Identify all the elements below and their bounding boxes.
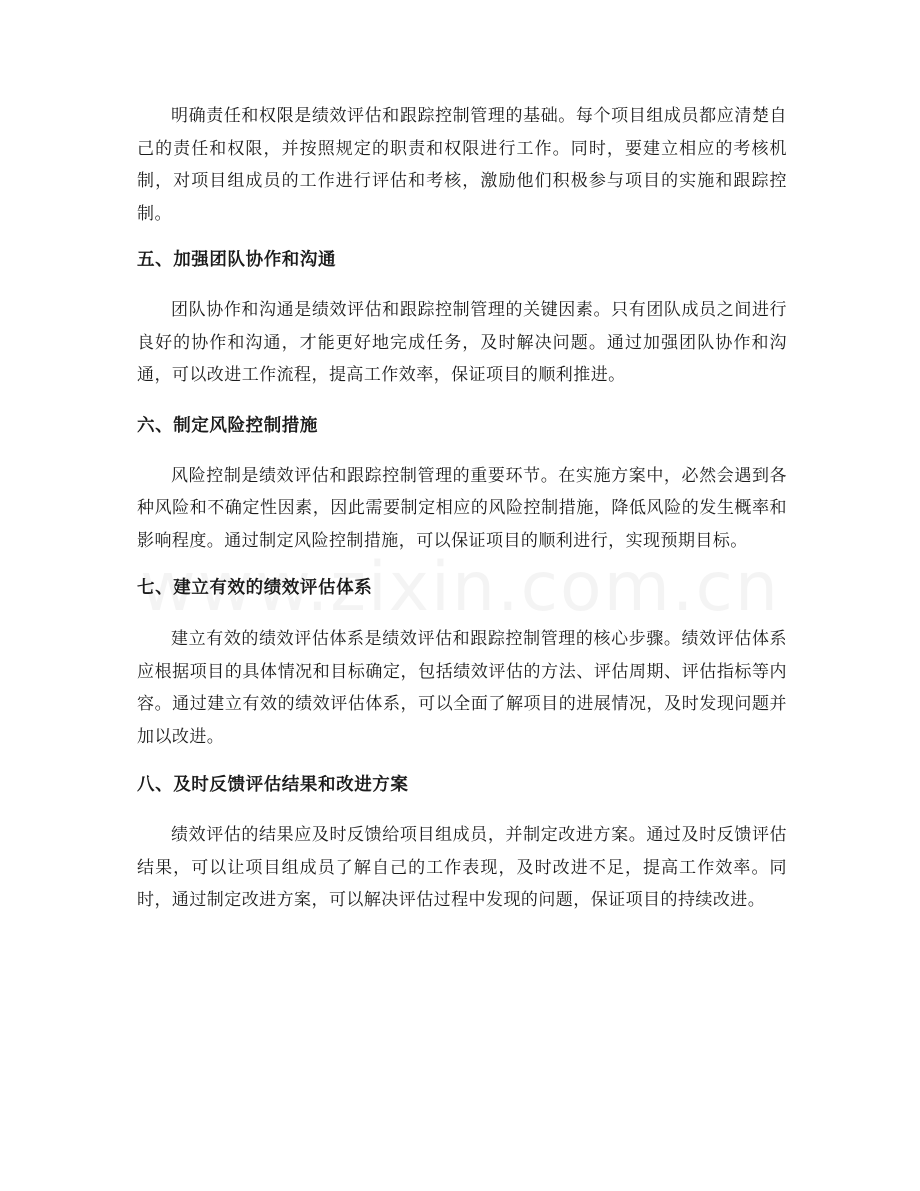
document-body [137,100,787,917]
section-paragraph-7: 建立有效的绩效评估体系是绩效评估和跟踪控制管理的核心步骤。绩效评估体系应根据项目的具体情况和目标确定，包括绩效评估的方法、评估周期、评估指标等内容。通过建立有效的绩效评估体系，可以全面了解项目的进展情况，及时发现问题并加以改进。 [137,629,787,747]
section-paragraph-8: 绩效评估的结果应及时反馈给项目组成员，并制定改进方案。通过及时反馈评估结果，可以让项目组成员了解自己的工作表现，及时改进不足，提高工作效率。同时，通过制定改进方案，可以解决评估过程中发现的问题，保证项目的持续改进。 [137,825,787,910]
section-paragraph-6: 风险控制是绩效评估和跟踪控制管理的重要环节。在实施方案中，必然会遇到各种风险和不确定性因素，因此需要制定相应的风险控制措施，降低风险的发生概率和影响程度。通过制定风险控制措施，可以保证项目的顺利进行，实现预期目标。 [137,465,787,551]
section-heading-5: 五、加强团队协作和沟通 [137,250,337,270]
section-heading-6: 六、制定风险控制措施 [137,415,318,436]
intro-paragraph: 明确责任和权限是绩效评估和跟踪控制管理的基础。每个项目组成员都应清楚自己的责任和权限，并按照规定的职责和权限进行工作。同时，要建立相应的考核机制，对项目组成员的工作进行评估和考核，激励他们积极参与项目的实施和跟踪控制。 [137,106,787,224]
section-heading-7: 七、建立有效的绩效评估体系 [137,578,373,598]
section-heading-8: 八、及时反馈评估结果和改进方案 [137,775,409,795]
section-paragraph-5: 团队协作和沟通是绩效评估和跟踪控制管理的关键因素。只有团队成员之间进行良好的协作和沟通，才能更好地完成任务，及时解决问题。通过加强团队协作和沟通，可以改进工作流程，提高工作效率，保证项目的顺利推进。 [137,300,787,385]
